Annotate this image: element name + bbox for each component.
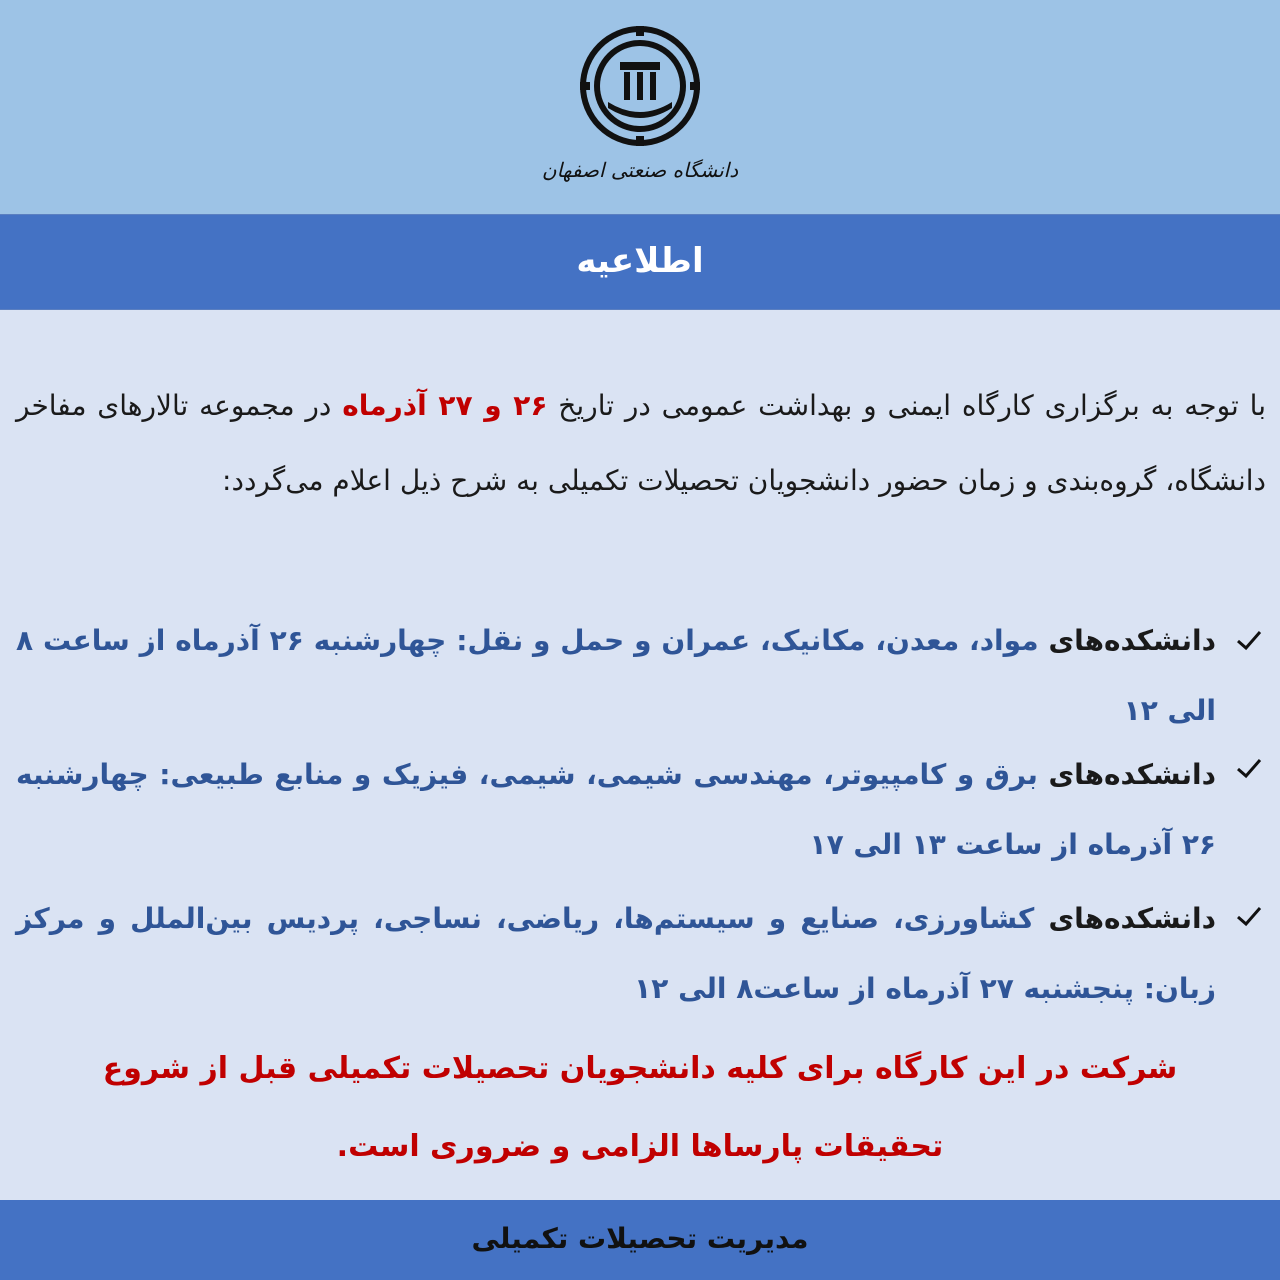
schedule-item-3: [16, 884, 1216, 1024]
title-bar: [0, 214, 1280, 310]
page-title: اطلاعیه: [576, 241, 704, 281]
university-seal-icon: [578, 24, 702, 148]
footer-signature: مدیریت تحصیلات تکمیلی: [471, 1222, 809, 1255]
schedule-lead: دانشکده‌های: [1048, 902, 1216, 935]
schedule-item-2: [16, 740, 1216, 880]
intro-paragraph: [16, 368, 1266, 518]
mandatory-notice: شرکت در این کارگاه برای کلیه دانشجویان تحصیلات تکمیلی قبل از شروع تحقیقات پارساها الزامی و ضروری است.: [102, 1051, 1178, 1164]
schedule-item-1: [16, 606, 1216, 746]
schedule-text: برق و کامپیوتر، مهندسی شیمی، شیمی، فیزیک و منابع طبیعی: چهارشنبه ۲۶ آذرماه از ساعت ۱۳ الی ۱۷: [16, 758, 1216, 861]
intro-text-2: در مجموعه تالارهای مفاخر دانشگاه، گروه‌بندی و زمان حضور دانشجویان تحصیلات تکمیلی به شرح ذیل اعلام می‌گردد:: [16, 389, 1266, 497]
header-banner: [0, 0, 1280, 214]
check-arrow-icon: [1232, 752, 1266, 786]
schedule-lead: دانشکده‌های: [1048, 624, 1216, 657]
date-highlight: ۲۶ و ۲۷ آذرماه: [342, 389, 548, 422]
schedule-text: مواد، معدن، مکانیک، عمران و حمل و نقل: چهارشنبه ۲۶ آذرماه از ساعت ۸ الی ۱۲: [16, 624, 1216, 727]
schedule-lead: دانشکده‌های: [1048, 758, 1216, 791]
schedule-text: کشاورزی، صنایع و سیستم‌ها، ریاضی، نساجی، پردیس بین‌الملل و مرکز زبان: پنجشنبه ۲۷ آذرماه از ساعت۸ الی ۱۲: [16, 902, 1216, 1005]
check-arrow-icon: [1232, 900, 1266, 934]
check-arrow-icon: [1232, 624, 1266, 658]
logo-caption: دانشگاه صنعتی اصفهان: [541, 158, 739, 182]
footer-bar: [0, 1200, 1280, 1280]
intro-text-1: با توجه به برگزاری کارگاه ایمنی و بهداشت عمومی در تاریخ: [547, 389, 1266, 422]
